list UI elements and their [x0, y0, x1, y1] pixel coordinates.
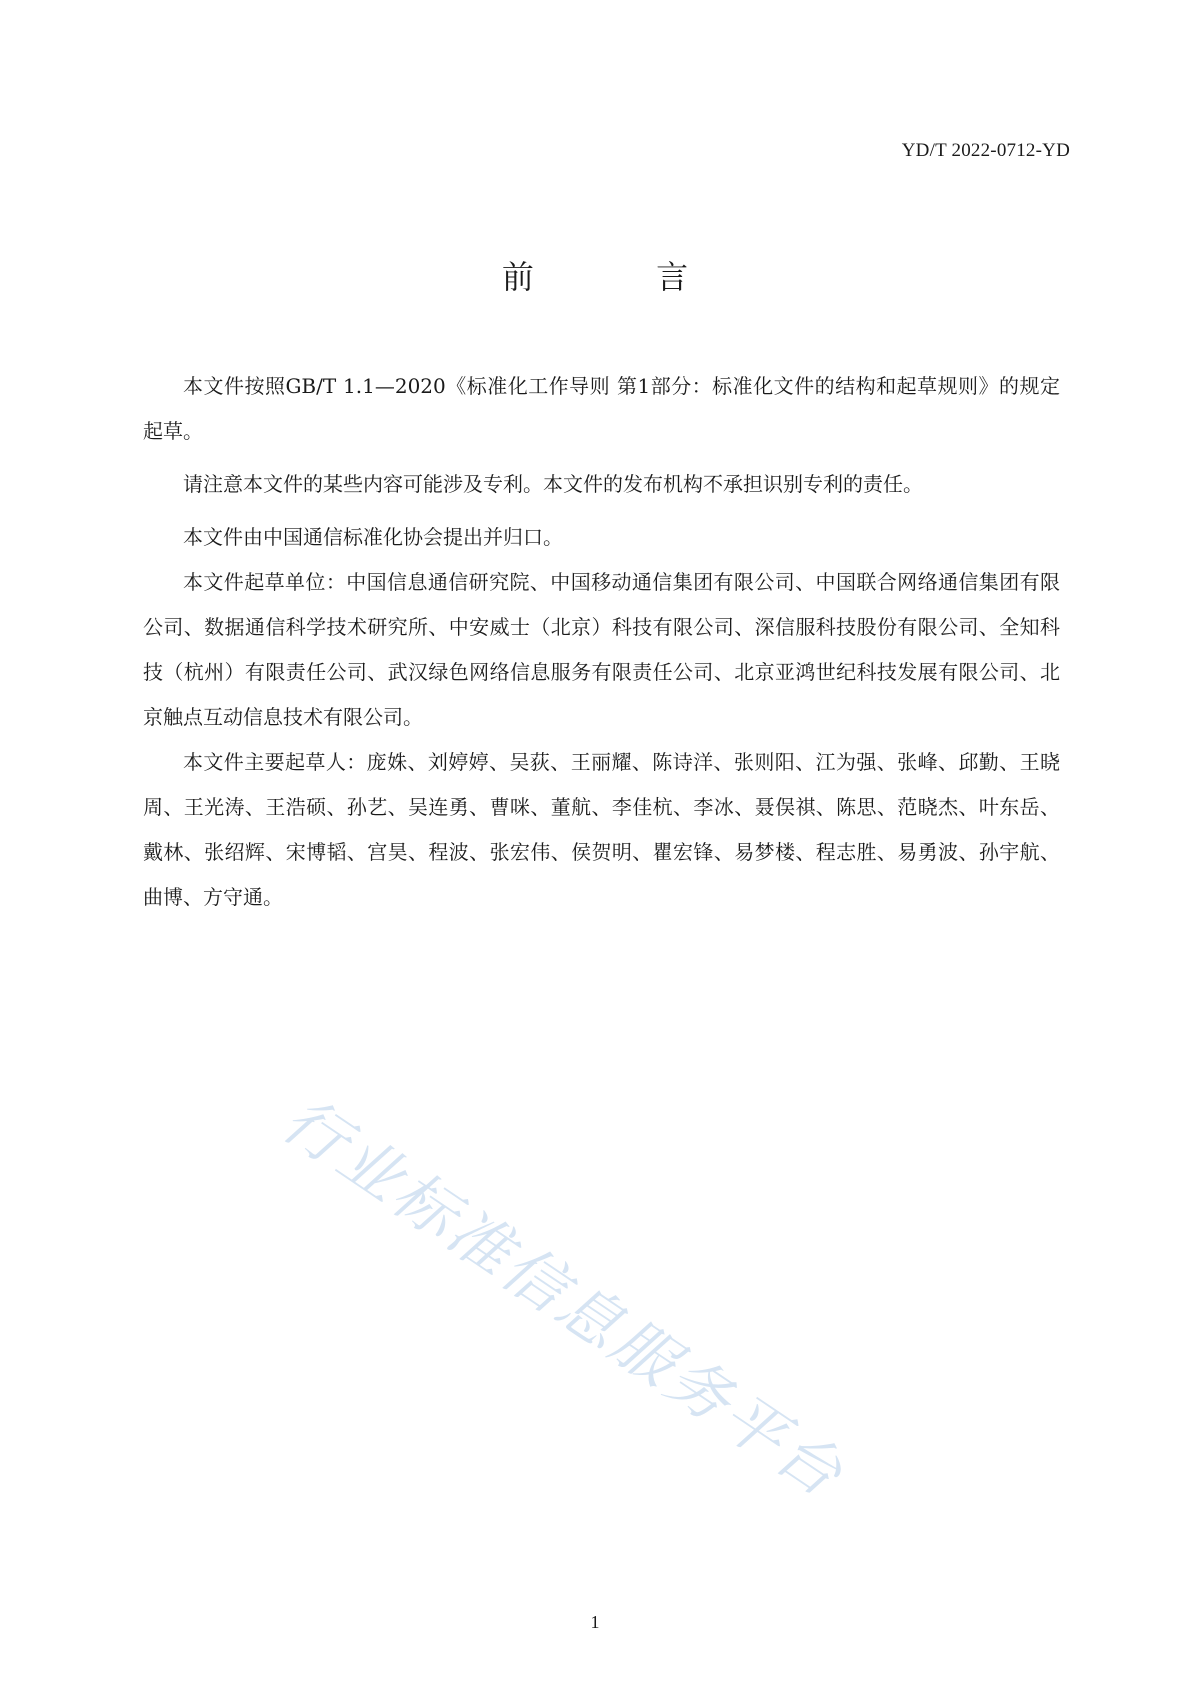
page-number: 1	[590, 1612, 600, 1632]
paragraph-drafting-units: 本文件起草单位：中国信息通信研究院、中国移动通信集团有限公司、中国联合网络通信集团有限公司、数据通信科学技术研究所、中安威士（北京）科技有限公司、深信服科技股份有限公司、全知科技（杭州）有限责任公司、武汉绿色网络信息服务有限责任公司、北京亚鸿世纪科技发展有限公司、北京触点互动信息技术有限公司。	[143, 570, 1060, 729]
watermark-text: 行业标准信息服务平台	[269, 1082, 858, 1513]
paragraph-drafting-rules: 本文件按照GB/T 1.1—2020《标准化工作导则 第1部分：标准化文件的结构和起草规则》的规定起草。	[143, 374, 1060, 443]
paragraph-proposer: 本文件由中国通信标准化协会提出并归口。	[183, 525, 563, 549]
document-id: YD/T 2022-0712-YD	[901, 140, 1070, 161]
preface-body	[143, 364, 1060, 920]
paragraph-drafters: 本文件主要起草人：庞姝、刘婷婷、吴荻、王丽耀、陈诗洋、张则阳、江为强、张峰、邱勤、王晓周、王光涛、王浩硕、孙艺、吴连勇、曹咪、董航、李佳杭、李冰、聂俣祺、陈思、范晓杰、叶东岳、戴林、张绍辉、宋博韬、宫昊、程波、张宏伟、侯贺明、瞿宏锋、易梦楼、程志胜、易勇波、孙宇航、曲博、方守通。	[143, 750, 1060, 909]
paragraph-patent-notice: 请注意本文件的某些内容可能涉及专利。本文件的发布机构不承担识别专利的责任。	[183, 472, 923, 496]
page-title: 前 言	[501, 258, 745, 296]
